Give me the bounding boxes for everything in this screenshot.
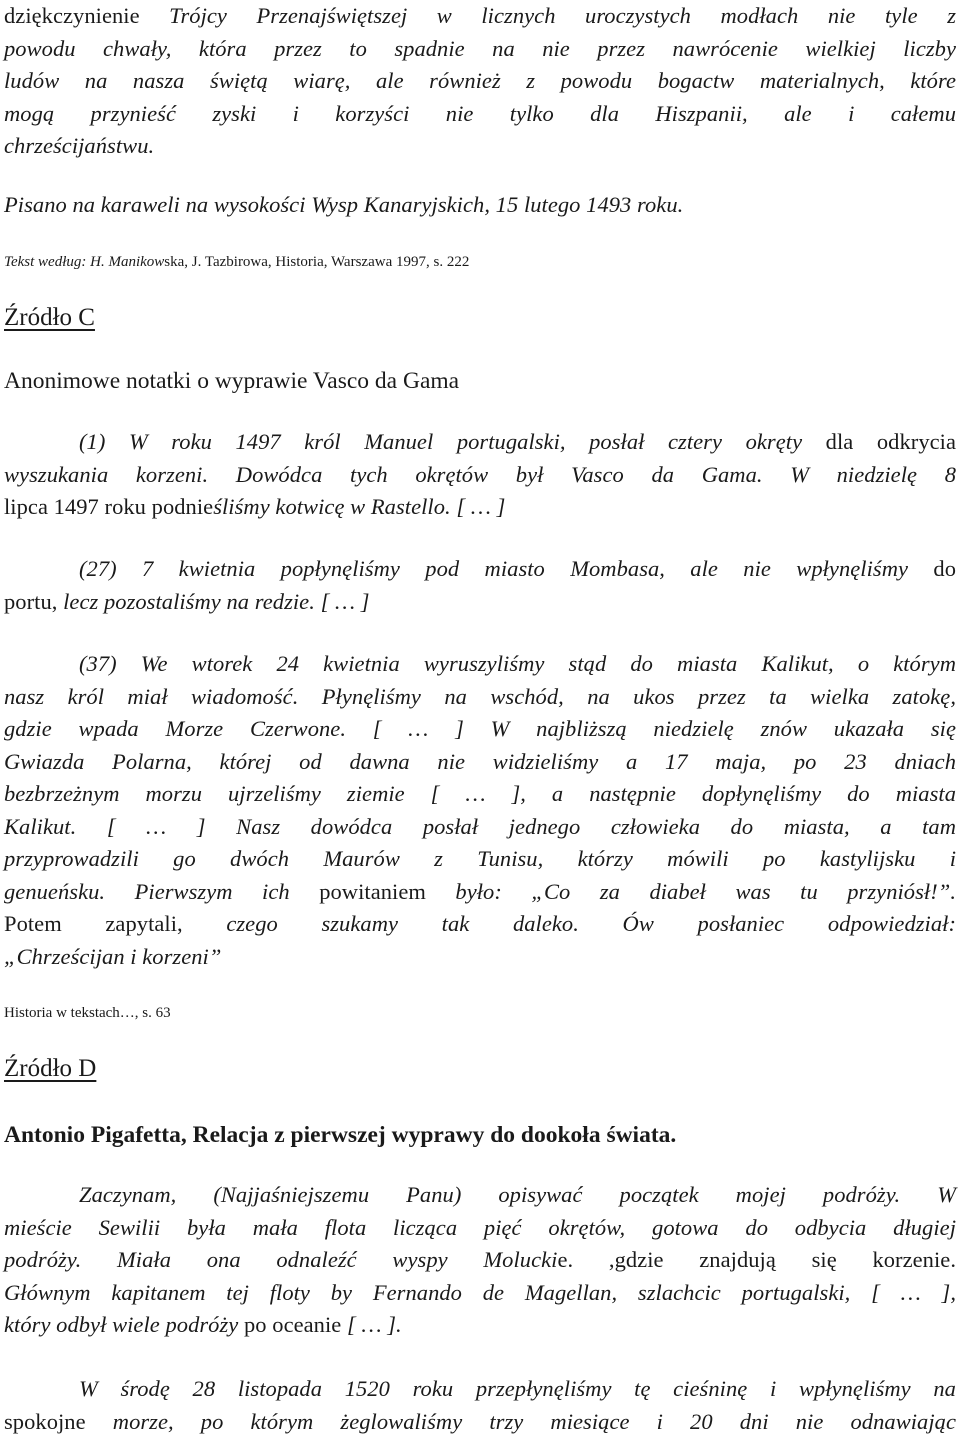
- source-d-paragraph-2: [4, 1373, 956, 1438]
- italic-segment: Zaczynam, (Najjaśniejszemu Panu) opisywać początek mojej podróży. W: [79, 1182, 956, 1207]
- source-c-paragraph-1: [4, 426, 956, 524]
- text-line: [4, 426, 956, 459]
- italic-segment: [ … ].: [347, 1312, 402, 1337]
- italic-segment: gdzie wpada Morze Czerwone. [ … ] W najbliższą niedzielę znów ukazała się: [4, 716, 956, 741]
- text-line: [4, 1244, 956, 1277]
- regular-segment: lipca 1497 roku podnie: [4, 494, 213, 519]
- italic-segment: śliśmy kotwicę w Rastello. [ … ]: [213, 494, 505, 519]
- text-line: [4, 491, 956, 524]
- source-d-paragraph-1: [4, 1179, 956, 1342]
- italic-segment: (1) W roku 1497 król Manuel portugalski, posłał cztery okręty: [79, 429, 826, 454]
- source-c-paragraph-2: [4, 553, 956, 618]
- italic-segment: Trójcy Przenajświętszej w licznych uroczystych modłach nie tyle z: [169, 3, 956, 28]
- source-c-heading: Źródło C: [4, 302, 956, 334]
- text-line: [4, 1309, 956, 1342]
- regular-segment: powitaniem: [319, 879, 455, 904]
- italic-segment: Kalikut. [ … ] Nasz dowódca posłał jednego człowieka do miasta, a tam: [4, 814, 956, 839]
- text-line: [4, 1406, 956, 1438]
- text-line: [4, 1373, 956, 1406]
- italic-segment: W środę 28 listopada 1520 roku przepłynęliśmy tę cieśninę i wpłynęliśmy na: [79, 1376, 956, 1401]
- text-line: [4, 843, 956, 876]
- text-line: [4, 648, 956, 681]
- regular-segment: portu,: [4, 589, 63, 614]
- italic-segment: podróży. Miała ona odnaleźć wyspy Molucki: [4, 1247, 557, 1272]
- citation-italic: Tekst według: H. Manikow: [4, 254, 164, 270]
- italic-segment: genueńsku. Pierwszym ich: [4, 879, 319, 904]
- source-c-citation: Historia w tekstach…, s. 63: [4, 1003, 956, 1023]
- italic-segment: wyszukania korzeni. Dowódca tych okrętów był Vasco da Gama. W niedzielę 8: [4, 462, 956, 487]
- text-line: [4, 778, 956, 811]
- text-line: [4, 746, 956, 779]
- text-line: [4, 98, 956, 131]
- source-b-citation: [4, 252, 956, 272]
- italic-segment: bezbrzeżnym morzu ujrzeliśmy ziemie [ … ], a następnie dopłynęliśmy do miasta: [4, 781, 956, 806]
- text-line: [4, 681, 956, 714]
- text-line: [4, 459, 956, 492]
- text-line: [4, 941, 956, 974]
- text-line: [4, 713, 956, 746]
- text-line: [4, 1212, 956, 1245]
- source-c-paragraph-3: [4, 648, 956, 973]
- regular-segment: do: [933, 556, 956, 581]
- italic-segment: ludów na nasza świętą wiarę, ale również z powodu bogactw materialnych, które: [4, 68, 956, 93]
- text-line: [4, 553, 956, 586]
- text-line: [4, 1179, 956, 1212]
- dateline-text: Pisano na karaweli na wysokości Wysp Kanaryjskich, 15 lutego 1493 roku.: [4, 189, 956, 222]
- italic-segment: powodu chwały, która przez to spadnie na nie przez nawrócenie wielkiej liczby: [4, 36, 956, 61]
- text-line: [4, 130, 956, 163]
- italic-segment: przyprowadzili go dwóch Maurów z Tunisu, którzy mówili po kastylijsku i: [4, 846, 956, 871]
- italic-segment: morze, po którym żeglowaliśmy trzy miesiące i 20 dni nie odnawiając: [113, 1409, 956, 1434]
- regular-segment: dziękczynienie: [4, 3, 169, 28]
- italic-segment: czego szukamy tak daleko. Ów posłaniec odpowiedział:: [226, 911, 956, 936]
- italic-segment: (27) 7 kwietnia popłynęliśmy pod miasto Mombasa, ale nie wpłynęliśmy: [79, 556, 933, 581]
- citation-regular: ska, J. Tazbirowa, Historia, Warszawa 1997, s. 222: [164, 254, 469, 270]
- source-b-closing-paragraph: [4, 0, 956, 163]
- text-line: [4, 908, 956, 941]
- regular-segment: po oceanie: [244, 1312, 347, 1337]
- italic-segment: mogą przynieść zyski i korzyści nie tylko dla Hiszpanii, ale i całemu: [4, 101, 956, 126]
- italic-segment: „Chrześcijan i korzeni”: [4, 944, 221, 969]
- regular-segment: e. ,gdzie znajdują się korzenie.: [557, 1247, 956, 1272]
- italic-segment: lecz pozostaliśmy na redzie. [ … ]: [63, 589, 369, 614]
- italic-segment: (37) We wtorek 24 kwietnia wyruszyliśmy stąd do miasta Kalikut, o którym: [79, 651, 956, 676]
- regular-segment: Potem zapytali,: [4, 911, 226, 936]
- source-c-title: Anonimowe notatki o wyprawie Vasco da Gama: [4, 366, 956, 396]
- source-d-heading: Źródło D: [4, 1053, 956, 1085]
- regular-segment: dla odkrycia: [826, 429, 956, 454]
- text-line: [4, 586, 956, 619]
- text-line: [4, 65, 956, 98]
- italic-segment: było: „Co za diabeł was tu przyniósł!”.: [455, 879, 956, 904]
- text-line: [4, 1277, 956, 1310]
- text-line: [4, 811, 956, 844]
- italic-segment: mieście Sewilii była mała flota licząca pięć okrętów, gotowa do odbycia długiej: [4, 1215, 956, 1240]
- text-line: [4, 876, 956, 909]
- italic-segment: Głównym kapitanem tej floty by Fernando de Magellan, szlachcic portugalski, [ … ],: [4, 1280, 956, 1305]
- text-line: [4, 0, 956, 33]
- text-line: [4, 33, 956, 66]
- italic-segment: nasz król miał wiadomość. Płynęliśmy na wschód, na ukos przez ta wielka zatokę,: [4, 684, 956, 709]
- dateline: [4, 189, 956, 222]
- source-d-title: Antonio Pigafetta, Relacja z pierwszej wyprawy do dookoła świata.: [4, 1120, 956, 1150]
- italic-segment: Gwiazda Polarna, której od dawna nie widzieliśmy a 17 maja, po 23 dniach: [4, 749, 956, 774]
- italic-segment: który odbył wiele podróży: [4, 1312, 244, 1337]
- regular-segment: spokojne: [4, 1409, 113, 1434]
- italic-segment: chrześcijaństwu.: [4, 133, 154, 158]
